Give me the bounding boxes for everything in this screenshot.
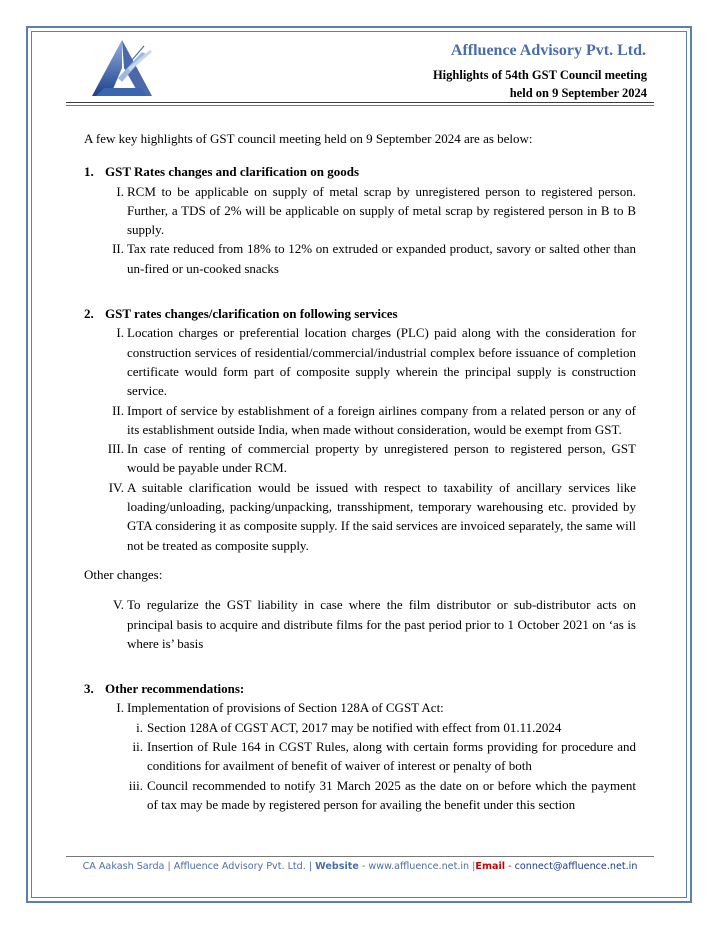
company-name: Affluence Advisory Pvt. Ltd.	[450, 42, 646, 59]
sub-list-item: i. Section 128A of CGST ACT, 2017 may be notified with effect from 01.11.2024	[136, 719, 562, 735]
section-title: 3. Other recommendations:	[84, 681, 245, 697]
title-line-2: held on 9 September 2024	[509, 86, 647, 100]
intro-paragraph: A few key highlights of GST council meeting held on 9 September 2024 are as below:	[84, 131, 533, 146]
header-rule	[66, 102, 654, 103]
document-title	[433, 66, 647, 102]
sub-list-item: ii. Insertion of Rule 164 in CGST Rules, along with certain forms providing for procedure and conditions for availment of benefit of waiver of interest or penalty of both	[132, 739, 636, 774]
website-label: Website	[315, 861, 359, 872]
list-item: II. Import of service by establishment of a foreign airlines company from a related person or any of its establishment outside India, when made without consideration, would be exempt from GST.	[112, 402, 636, 437]
section-1	[84, 162, 636, 278]
email-link[interactable]: connect@affluence.net.in	[514, 861, 638, 872]
title-line-1: Highlights of 54th GST Council meeting	[432, 68, 647, 82]
list-item: I. Implementation of provisions of Section 128A of CGST Act:	[116, 700, 444, 716]
list-item: V. To regularize the GST liability in case where the film distributor or sub-distributor acts on principal basis to acquire and distribute films for the past period prior to 1 October 2021 on ‘as is where is’ basis	[113, 597, 636, 651]
header-rule-thin	[66, 105, 654, 106]
affluence-logo-icon	[84, 38, 154, 100]
list-item: III. In case of renting of commercial property by unregistered person to registered person, GST would be payable under RCM.	[107, 441, 636, 476]
list-item: II. Tax rate reduced from 18% to 12% on extruded or expanded product, savory or salted other than un-fired or un-cooked snacks	[112, 241, 636, 276]
section-title: 1. GST Rates changes and clarification on goods	[84, 164, 360, 180]
page-footer: CA Aakash Sarda | Affluence Advisory Pvt. Ltd. | Website - www.affluence.net.in |Email - connect@affluence.net.in	[82, 861, 638, 872]
other-changes-label: Other changes:	[84, 566, 163, 582]
footer-rule	[66, 856, 654, 857]
section-3	[84, 679, 636, 814]
document-body	[84, 129, 636, 814]
list-item: I. RCM to be applicable on supply of metal scrap by unregistered person to registered person. Further, a TDS of 2% will be applicable on supply of metal scrap by registered person in B to B supply.	[116, 183, 636, 238]
sub-list-item: iii. Council recommended to notify 31 March 2025 as the date on or before which the payment of tax may be made by registered person for availing the benefit under this section	[128, 777, 636, 812]
footer-prefix: CA Aakash Sarda | Affluence Advisory Pvt. Ltd. |	[82, 861, 316, 872]
list-item: IV. A suitable clarification would be issued with respect to taxability of ancillary services like loading/unloading, packing/unpacking, transshipment, temporary warehousing etc. provided by GTA considering it as composite supply. If the said services are invoiced separately, the same will not be treated as composite supply.	[108, 479, 636, 553]
website-link[interactable]: - www.affluence.net.in |	[358, 861, 476, 872]
email-label: Email	[475, 861, 506, 872]
section-2	[84, 304, 636, 653]
section-title: 2. GST rates changes/clarification on following services	[84, 306, 398, 322]
list-item: I. Location charges or preferential location charges (PLC) paid along with the consideration for construction services of residential/commercial/industrial complex before issuance of completion certificate would form part of composite supply wherein the principal supply is construction service.	[116, 325, 636, 399]
